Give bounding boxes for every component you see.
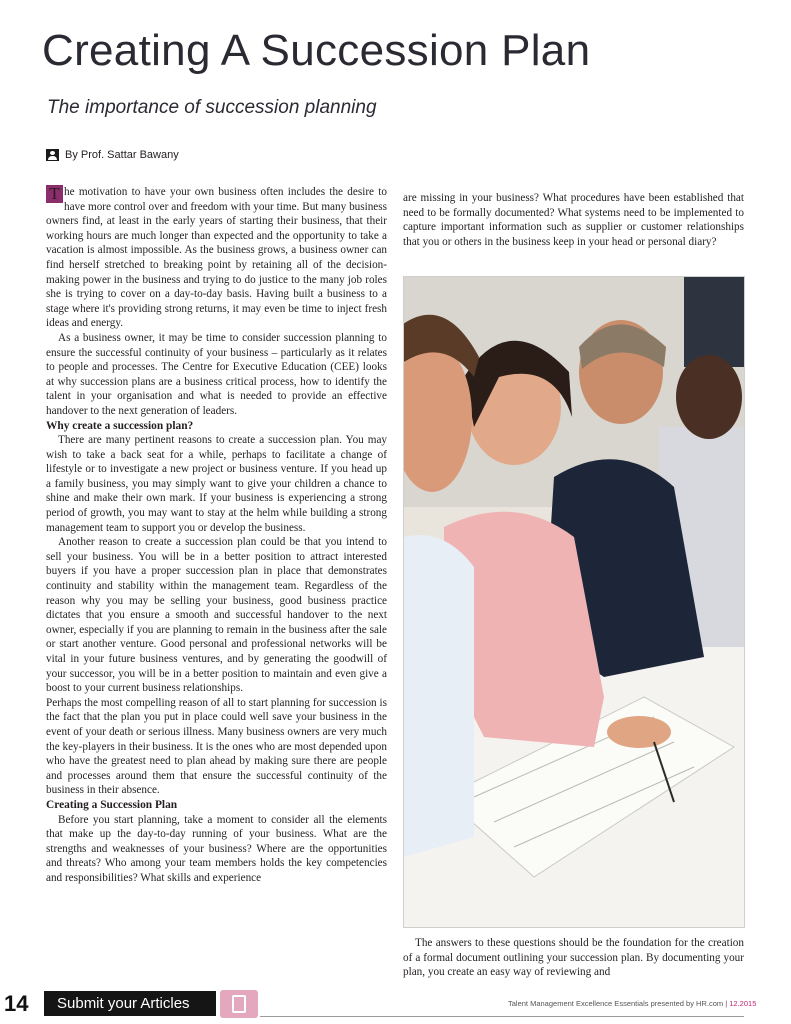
paragraph: are missing in your business? What procedures have been established that need to be formally documented? What systems need to be implemented to capture important information such as supplier or customer relationships that you or others in the business keep in your head or personal diary? xyxy=(403,192,744,248)
footer-credit-text: Talent Management Excellence Essentials presented by HR.com xyxy=(508,999,724,1008)
article-column-right-bottom xyxy=(403,936,744,980)
paragraph-text: he motivation to have your own business often includes the desire to have more control over and freedom with your time. But many business owners find, at least in the early years of starting their business, that their working hours are much longer than expected and the opportunity to take a vacation is almost impossible. As the business grows, a business owner can find herself stretched to breaking point by retaining all of the decision-making power in the business and trying to do justice to the many job roles she is trying to cover on a day-to-day basis. Having built a business to a stage where it's providing strong returns, it may even be time to inject fresh ideas and energy. xyxy=(46,186,387,330)
drop-cap: T xyxy=(46,185,63,203)
page-number: 14 xyxy=(4,991,29,1016)
footer-divider xyxy=(260,1016,744,1017)
paragraph: Perhaps the most compelling reason of all to start planning for succession is the fact that the plan you put in place could well save your business in the event of your death or serious illness. Many business owners are very much the key-players in their business. It is the ones who are most depended upon who have the greatest need to plan ahead by making sure there are people and processes around them that ensure the successful continuity of the business in their absence. xyxy=(46,696,387,797)
team-meeting-photo xyxy=(404,277,744,927)
paragraph: Before you start planning, take a moment to consider all the elements that make up the day-to-day running of your business. What are the strengths and weaknesses of your business? Where are the opportunities and threats? Who among your team members holds the key competencies and responsibilities? What skills and experience xyxy=(46,813,387,884)
section-heading: Why create a succession plan? xyxy=(46,419,194,432)
section-heading: Creating a Succession Plan xyxy=(46,798,178,811)
article-photo xyxy=(403,276,745,928)
byline xyxy=(46,149,179,161)
paragraph xyxy=(46,185,387,331)
byline-text: By Prof. Sattar Bawany xyxy=(65,149,179,161)
footer-date: 12.2015 xyxy=(729,999,757,1008)
footer-separator: | xyxy=(725,999,728,1008)
article-subtitle: The importance of succession planning xyxy=(47,97,377,118)
author-icon xyxy=(46,149,59,161)
submit-articles-button[interactable]: Submit your Articles xyxy=(44,991,216,1016)
article-column-right-top xyxy=(403,191,744,249)
article-column-left xyxy=(46,185,387,886)
paragraph: There are many pertinent reasons to create a succession plan. You may wish to take a back seat for a while, perhaps to facilitate a change of lifestyle or to investigate a new project or business venture. If you head up a family business, you may simply want to give your children a chance to shine and make their own mark. If your business is experiencing a strong period of growth, you may want to stay at the helm while building a strong management team to support you or develop the business. xyxy=(46,434,387,534)
paragraph: Another reason to create a succession plan could be that you intend to sell your business. You will be in a better position to attract interested buyers if you have a proper succession plan in place that demonstrates continuity and stability within the management team. Regardless of the reason why you may be selling your business, good business practice dictates that you ensure a smooth and successful handover to the next owner, especially if you are planning to remain in the business after the sale or start another venture. Good personal and professional networks will be vital in your future business ventures, and by generating the goodwill of your successor, you will be in a better position to maintain and even give a boost to your current business relationships. xyxy=(46,536,387,695)
document-icon[interactable] xyxy=(220,990,258,1018)
article-title: Creating A Succession Plan xyxy=(42,26,591,75)
paragraph: As a business owner, it may be time to consider succession planning to ensure the successful continuity of your business – particularly as it relates to people and processes. The Centre for Executive Education (CEE) looks at why succession plans are a business critical process, how to identify the talent in your organisation and what is needed to provide an effective handover to the next generation of leaders. xyxy=(46,331,387,417)
footer-credit xyxy=(508,999,756,1008)
paragraph: The answers to these questions should be the foundation for the creation of a formal document outlining your succession plan. By documenting your plan, you create an easy way of reviewing and xyxy=(403,937,744,979)
